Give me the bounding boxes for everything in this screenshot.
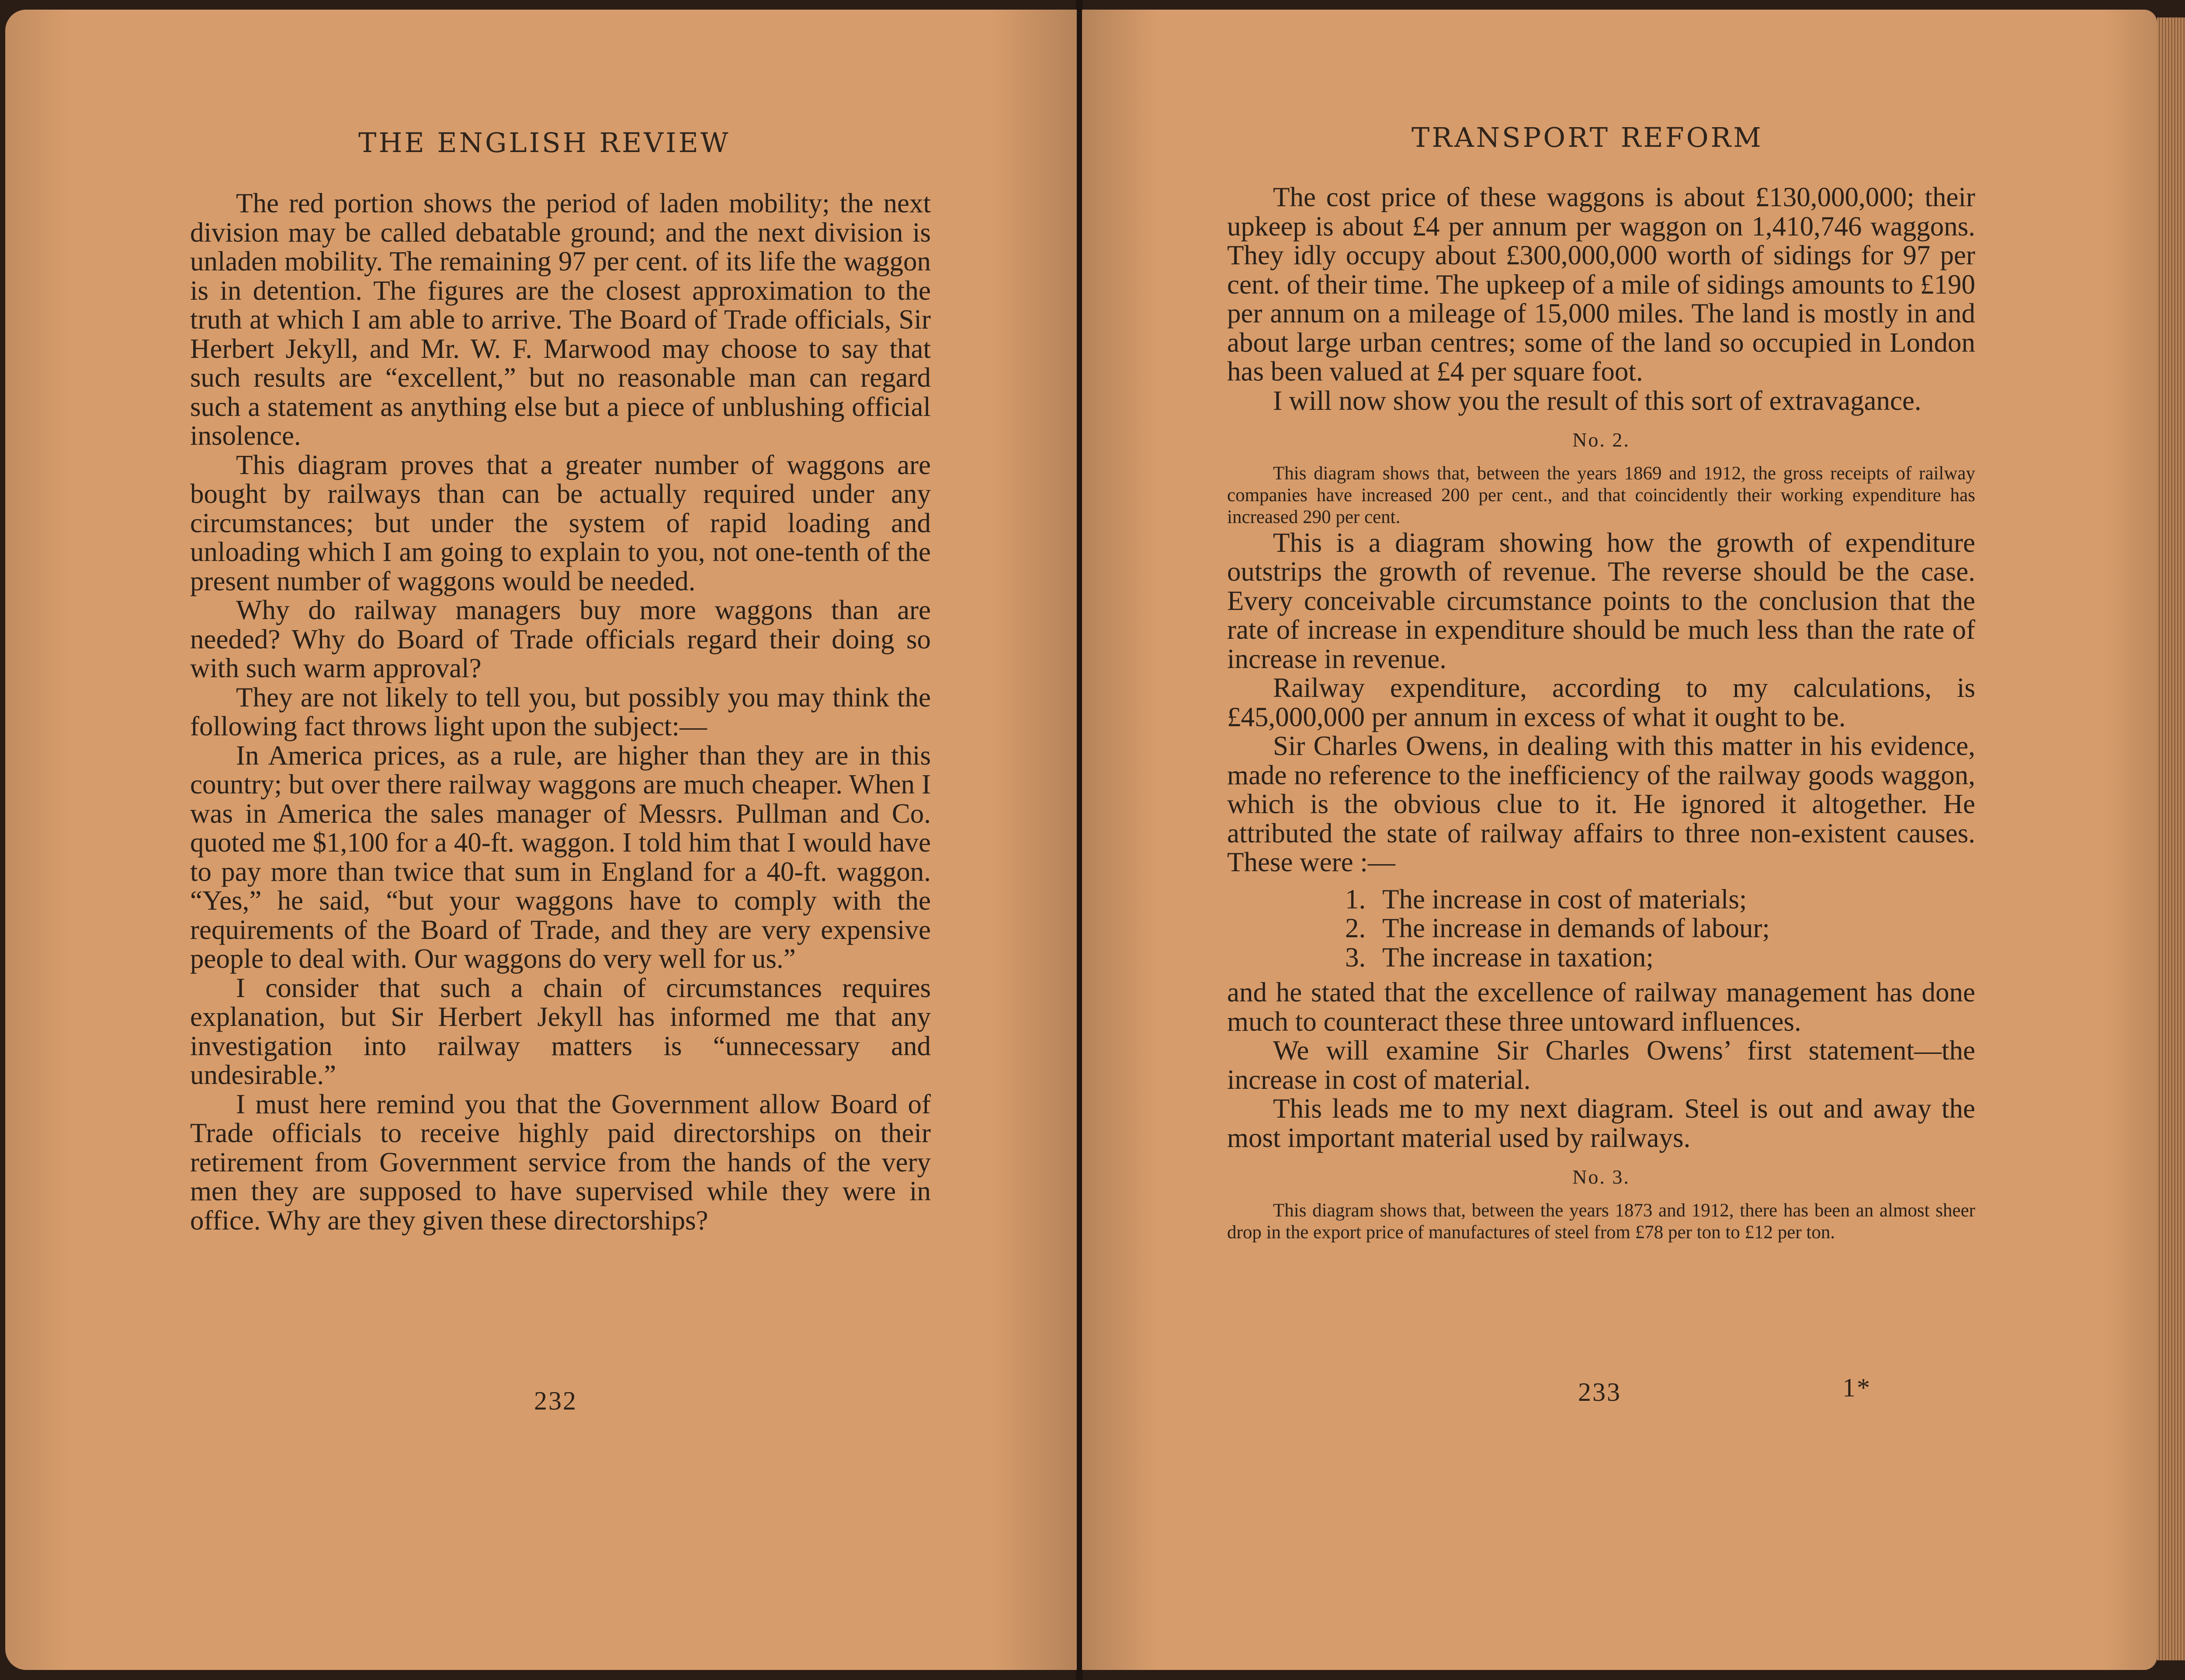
list-item [1345,885,1975,914]
list-number: 2. [1345,913,1366,943]
paragraph: I must here remind you that the Government allow Board of Trade officials to receive highly paid directorships on their retirement from Government service from the hands of the very men they are supposed to have supervised while they were in office. Why are they given these directorships? [190,1088,931,1236]
list-text: The increase in demands of labour; [1382,913,1770,943]
diagram-2-caption: This diagram shows that, between the years 1869 and 1912, the gross receipts of railway companies have increased 200 per cent., and that coincidently their working expenditure has increased 290 per cent. [1227,463,1975,527]
list-item [1345,943,1975,972]
paragraph: We will examine Sir Charles Owens’ first statement—the increase in cost of material. [1227,1035,1975,1095]
list-text: The increase in taxation; [1382,942,1654,973]
left-page [5,10,1077,1670]
paragraph: This leads me to my next diagram. Steel is out and away the most important material used by railways. [1227,1093,1975,1153]
list-item [1345,914,1975,943]
paragraph: I will now show you the result of this sort of extravagance. [1273,385,1921,416]
paragraph: They are not likely to tell you, but possibly you may think the following fact throws light upon the subject:— [190,682,931,741]
paragraph: Why do railway managers buy more waggons than are needed? Why do Board of Trade officials regard their doing so with such warm approval? [190,595,931,683]
diagram-3-label: No. 3. [1572,1166,1630,1188]
list-number: 3. [1345,942,1366,973]
paragraph: The cost price of these waggons is about £130,000,000; their upkeep is about £4 per annum per waggon on 1,410,746 waggons. They idly occupy about £300,000,000 worth of sidings for 97 per cent. of their time. The upkeep of a mile of sidings amounts to £190 per annum on a mileage of 15,000 miles. The land is mostly in and about large urban centres; some of the land so occupied in London has been valued at £4 per square foot. [1227,182,1975,387]
page-number: 233 [1578,1378,1621,1406]
page-number: 232 [534,1386,577,1415]
paragraph: and he stated that the excellence of railway management has done much to counteract these three untoward influences. [1227,977,1975,1037]
paragraph: This is a diagram showing how the growth of expenditure outstrips the growth of revenue. The reverse should be the case. Every conceivable circumstance points to the conclusion that the rate of increase in expenditure should be much less than the rate of increase in revenue. [1227,527,1975,674]
left-body-text [190,189,931,1235]
paragraph: In America prices, as a rule, are higher than they are in this country; but over there railway waggons are much cheaper. When I was in America the sales manager of Messrs. Pullman and Co. quoted me $1,100 for a 40-ft. waggon. I told him that I would have to pay more than twice that sum in England for a 40-ft. waggon. “Yes,” he said, “but your waggons have to comply with the requirements of the Board of Trade, and they are very expensive people to deal with. Our waggons do very well for us.” [190,740,931,974]
paragraph: This diagram proves that a greater number of waggons are bought by railways than can be actually required under any circumstances; but under the system of rapid loading and unloading which I am going to explain to you, not one-tenth of the present number of waggons would be needed. [190,449,931,596]
causes-list [1345,885,1975,972]
list-text: The increase in cost of materials; [1382,883,1747,914]
signature-mark: 1* [1842,1373,1871,1402]
paragraph: I consider that such a chain of circumstances requires explanation, but Sir Herbert Jekyll has informed me that any investigation into railway matters is “unnecessary and undesirable.” [190,972,931,1090]
list-number: 1. [1345,883,1366,914]
diagram-3-caption: This diagram shows that, between the years 1873 and 1912, there has been an almost sheer drop in the export price of manufactures of steel from £78 per ton to £12 per ton. [1227,1200,1975,1243]
running-head: TRANSPORT REFORM [1412,121,1763,153]
paragraph: Railway expenditure, according to my calculations, is £45,000,000 per annum in excess of what it ought to be. [1227,672,1975,732]
right-page [1082,10,2157,1670]
page-edges [2157,17,2185,1660]
diagram-2-label: No. 2. [1572,429,1630,451]
right-body-text [1227,183,1975,1244]
running-head: THE ENGLISH REVIEW [358,127,731,159]
paragraph: Sir Charles Owens, in dealing with this matter in his evidence, made no reference to the inefficiency of the railway goods waggon, which is the obvious clue to it. He ignored it altogether. He attributed the state of railway affairs to three non-existent causes. These were :— [1227,731,1975,877]
paragraph: The red portion shows the period of laden mobility; the next division may be called debatable ground; and the next division is unladen mobility. The remaining 97 per cent. of its life the waggon is in detention. The figures are the closest approximation to the truth at which I am able to arrive. The Board of Trade officials, Sir Herbert Jekyll, and Mr. W. F. Marwood may choose to say that such results are “excellent,” but no reasonable man can regard such a statement as anything else but a piece of unblushing official insolence. [190,188,931,451]
